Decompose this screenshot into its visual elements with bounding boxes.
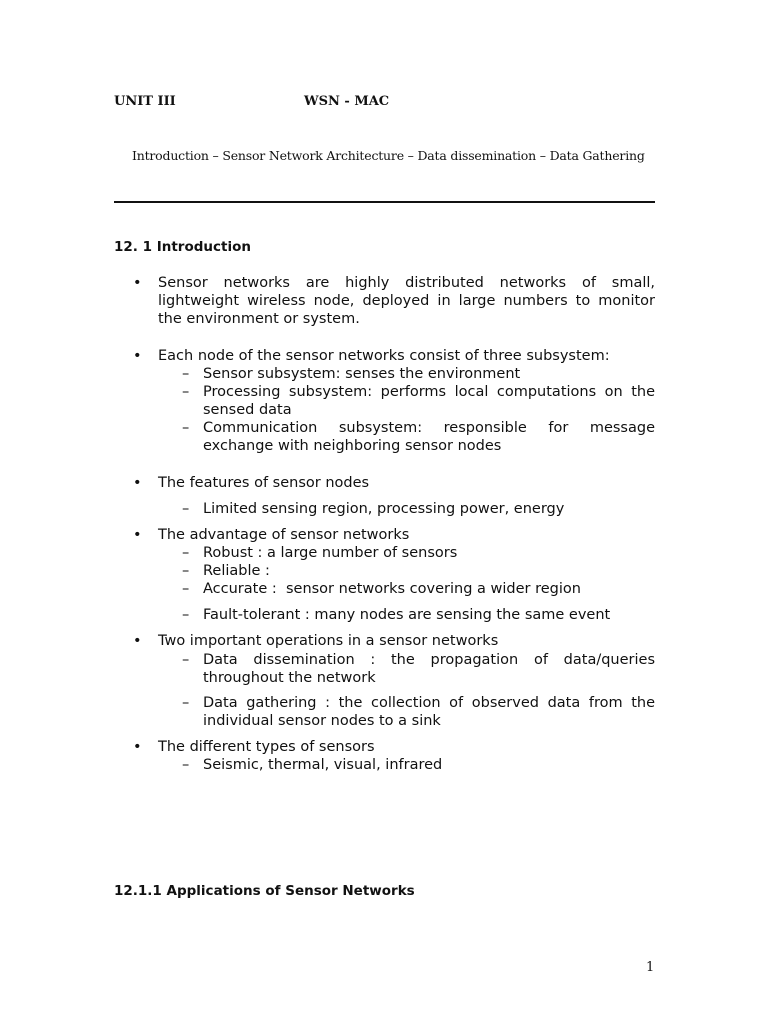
bullet-symbol: • <box>133 275 142 291</box>
sub-item: Seismic, thermal, visual, infrared <box>203 757 443 773</box>
dash-symbol: – <box>182 563 190 579</box>
dash-symbol: – <box>182 501 190 517</box>
dash-symbol: – <box>182 652 190 668</box>
dash-symbol: – <box>182 420 190 436</box>
sub-item: Communication subsystem: responsible for message exchange with neighboring sensor nodes <box>203 420 655 454</box>
bullet-text: Each node of the sensor networks consist of three subsystem: <box>158 348 610 364</box>
dash-symbol: – <box>182 695 190 711</box>
document-title: WSN - MAC <box>304 94 390 109</box>
unit-label: UNIT III <box>114 94 176 109</box>
dash-symbol: – <box>182 384 190 400</box>
sub-item: Fault-tolerant : many nodes are sensing the same event <box>203 607 611 623</box>
section-heading-applications: 12.1.1 Applications of Sensor Networks <box>114 883 415 899</box>
sub-item: Sensor subsystem: senses the environment <box>203 366 521 382</box>
dash-symbol: – <box>182 581 190 597</box>
sub-item: Accurate : sensor networks covering a wider region <box>203 581 581 597</box>
bullet-symbol: • <box>133 348 142 364</box>
dash-symbol: – <box>182 757 190 773</box>
dash-symbol: – <box>182 607 190 623</box>
bullet-text: The features of sensor nodes <box>158 475 370 491</box>
bullet-symbol: • <box>133 475 142 491</box>
bullet-symbol: • <box>133 633 142 649</box>
bullet-text: The advantage of sensor networks <box>158 527 410 543</box>
topics-line: Introduction – Sensor Network Architecture – Data dissemination – Data Gathering <box>132 148 645 163</box>
dash-symbol: – <box>182 366 190 382</box>
sub-item: Reliable : <box>203 563 270 579</box>
sub-item: Data dissemination : the propagation of data/queries throughout the network <box>203 652 655 686</box>
sub-item: Robust : a large number of sensors <box>203 545 458 561</box>
dash-symbol: – <box>182 545 190 561</box>
bullet-text: The different types of sensors <box>158 739 375 755</box>
header-divider <box>114 201 655 203</box>
bullet-symbol: • <box>133 739 142 755</box>
bullet-text: Two important operations in a sensor networks <box>158 633 499 649</box>
sub-item: Processing subsystem: performs local computations on the sensed data <box>203 384 655 418</box>
bullet-text: Sensor networks are highly distributed networks of small, lightweight wireless node, deployed in large numbers to monitor the environment or system. <box>158 275 655 327</box>
sub-item: Limited sensing region, processing power, energy <box>203 501 565 517</box>
page-number: 1 <box>646 960 655 975</box>
sub-item: Data gathering : the collection of observed data from the individual sensor nodes to a sink <box>203 695 655 729</box>
bullet-symbol: • <box>133 527 142 543</box>
section-heading-introduction: 12. 1 Introduction <box>114 239 251 255</box>
